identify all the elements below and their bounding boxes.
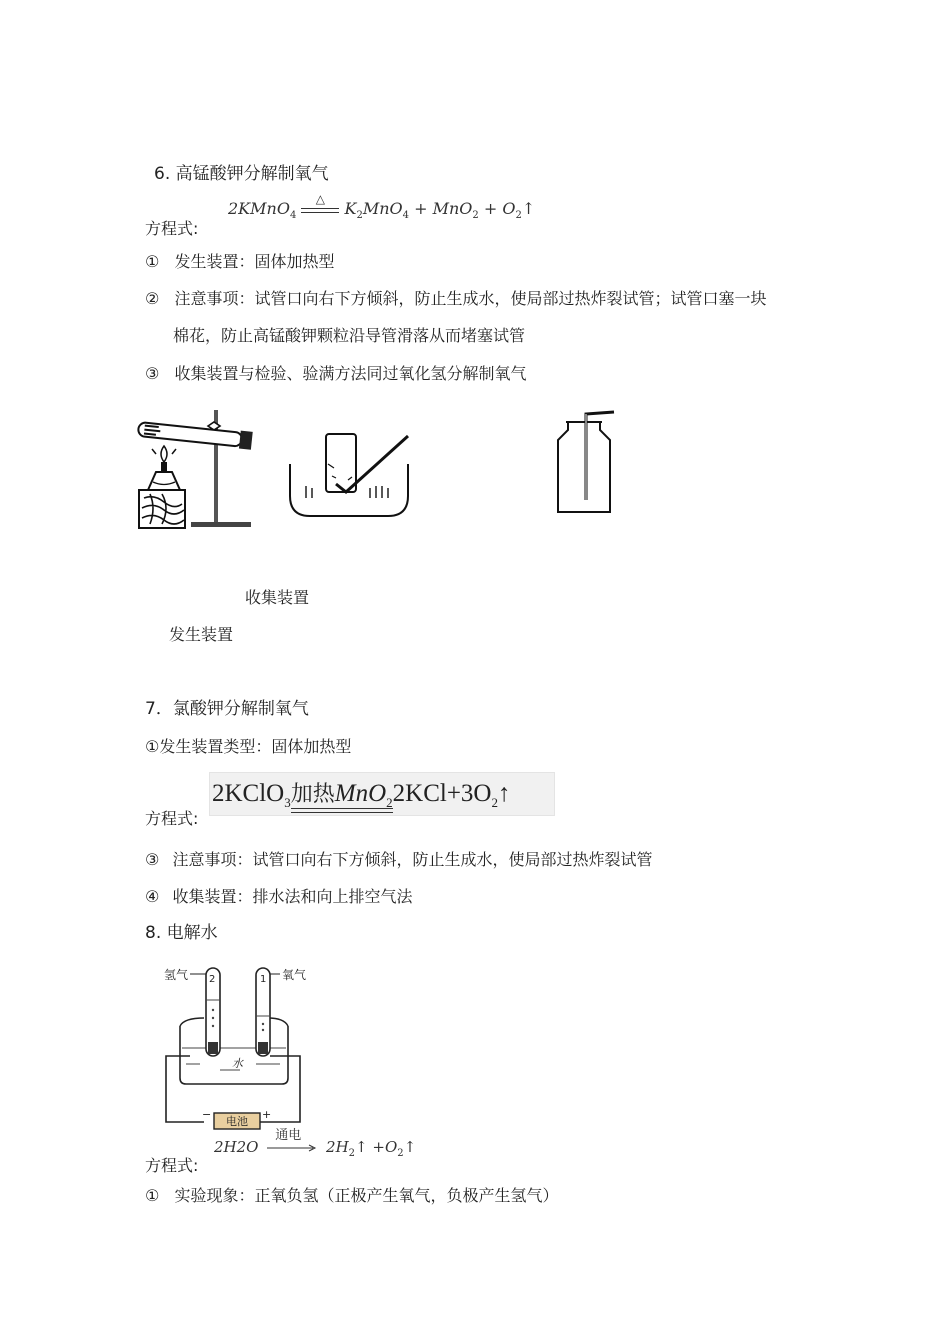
section-7-title: 7．氯酸钾分解制氧气 <box>145 699 309 719</box>
positive-terminal-label: + <box>262 1108 272 1121</box>
eq-product-1b-sub: 4 <box>402 210 410 222</box>
gas-arrow-icon: ↑ <box>497 780 511 807</box>
equation-label: 方程式: <box>145 219 199 238</box>
equation-label: 方程式: <box>145 1156 199 1175</box>
eq-products-sub: 2 <box>491 795 498 810</box>
item-text: 注意事项：试管口向右下方倾斜，防止生成水，使局部过热炸裂试管 <box>172 850 653 869</box>
list-item <box>145 1183 558 1206</box>
eq-electrolysis-condition <box>267 1128 317 1152</box>
equation-label: 方程式: <box>145 809 199 828</box>
section-6-title: 6. 高锰酸钾分解制氧气 <box>154 164 329 184</box>
hydrogen-label: 氢气 <box>164 968 189 982</box>
eq-product-2: MnO <box>432 199 473 218</box>
generation-apparatus-figure <box>136 398 256 532</box>
generation-apparatus-label: 发生装置 <box>169 625 234 644</box>
equation-electrolysis <box>214 1128 417 1159</box>
water-displacement-figure <box>288 428 418 520</box>
eq-reactant-sub: 3 <box>284 795 291 810</box>
eq-plus: + <box>414 199 428 218</box>
item-text: 实验现象：正氧负氢（正极产生氧气，负极产生氢气） <box>174 1186 559 1205</box>
list-item: ①发生装置类型：固体加热型 <box>145 737 352 756</box>
eq-condition-heat: 加热 <box>290 782 335 807</box>
gas-arrow-icon: ↑ <box>355 1138 368 1156</box>
eq-reactant: 2H2O <box>214 1138 259 1156</box>
eq-product-2-sub: 2 <box>472 210 479 222</box>
equation-kclo3 <box>209 772 555 816</box>
electrolysis-apparatus-figure <box>160 960 320 1130</box>
list-item <box>145 249 334 272</box>
eq-product-1: K <box>344 199 357 218</box>
battery-label: 电池 <box>226 1115 248 1128</box>
eq-plus: + <box>483 199 498 218</box>
list-item <box>145 847 652 870</box>
list-item <box>145 286 766 309</box>
tube-number-right: 1 <box>260 974 267 985</box>
negative-terminal-label: − <box>202 1108 212 1121</box>
item-text: 收集装置：排水法和向上排空气法 <box>172 887 413 906</box>
item-number: ① <box>145 1186 160 1205</box>
item-number: ③ <box>145 364 160 383</box>
item-number: ① <box>145 252 160 271</box>
eq-catalyst-condition <box>291 777 393 811</box>
eq-products: 2KCl+3O <box>392 780 492 807</box>
item-text: 发生装置：固体加热型 <box>174 252 335 271</box>
eq-product-1: 2H <box>326 1138 349 1156</box>
heat-triangle-icon: △ <box>315 192 326 206</box>
eq-product-2-sub: 2 <box>397 1148 404 1159</box>
reaction-arrow-icon <box>267 1144 317 1152</box>
equation-kmno4 <box>228 192 536 222</box>
item-number: ② <box>145 289 160 308</box>
eq-reactant: 2KMnO <box>228 199 290 218</box>
eq-product-3: O <box>502 199 516 218</box>
list-item <box>145 884 412 907</box>
item-number: ③ <box>145 850 160 869</box>
tube-number-left: 2 <box>209 974 216 985</box>
eq-heat-condition <box>301 192 339 213</box>
oxygen-label: 氧气 <box>282 968 307 982</box>
eq-product-1-sub: 2 <box>348 1148 356 1159</box>
item-number: ④ <box>145 887 160 906</box>
eq-product-1-sub: 2 <box>356 210 363 222</box>
item-text: 注意事项：试管口向右下方倾斜，防止生成水，使局部过热炸裂试管；试管口塞一块 <box>174 289 767 308</box>
eq-product-3-sub: 2 <box>515 210 522 222</box>
eq-catalyst-sub: 2 <box>386 795 393 810</box>
eq-reactant: 2KClO <box>212 780 285 807</box>
list-item-continuation <box>173 323 525 346</box>
item-text: 收集装置与检验、验满方法同过氧化氢分解制氧气 <box>174 364 527 383</box>
eq-catalyst: MnO <box>334 780 387 807</box>
gas-arrow-icon: ↑ <box>403 1138 417 1156</box>
item-text: 棉花，防止高锰酸钾颗粒沿导管滑落从而堵塞试管 <box>173 326 526 345</box>
upward-air-displacement-figure <box>552 408 620 518</box>
eq-product-2: +O <box>372 1138 398 1156</box>
eq-product-1b: MnO <box>362 199 403 218</box>
collection-apparatus-label: 收集装置 <box>245 588 310 607</box>
list-item <box>145 361 526 384</box>
eq-reactant-sub: 4 <box>289 210 297 222</box>
water-label: 水 <box>232 1057 243 1070</box>
eq-condition-electricity: 通电 <box>275 1128 302 1143</box>
section-8-title: 8. 电解水 <box>145 923 218 943</box>
gas-arrow-icon: ↑ <box>521 199 536 218</box>
